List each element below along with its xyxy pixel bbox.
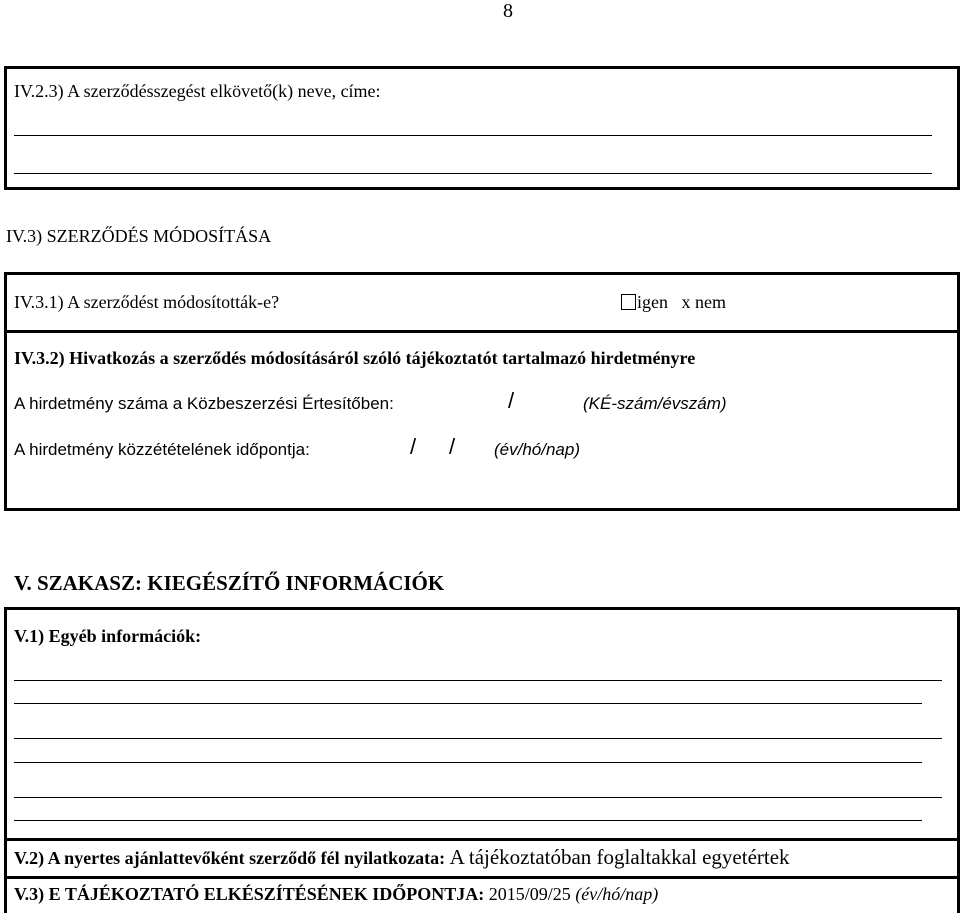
answer-line[interactable] xyxy=(14,703,922,704)
answer-line[interactable] xyxy=(14,762,922,763)
section-iv2-3-label: IV.2.3) A szerződésszegést elkövető(k) neve, címe: xyxy=(14,81,381,101)
winner-declaration xyxy=(14,845,790,870)
divider xyxy=(4,876,960,879)
notice-reference-heading: IV.3.2) Hivatkozás a szerződés módosításáról szóló tájékoztatót tartalmazó hirdetményre xyxy=(14,348,696,368)
publication-date-separator[interactable]: / xyxy=(449,434,456,459)
checkmark-no[interactable]: x xyxy=(681,292,691,312)
divider xyxy=(4,838,960,841)
publication-date-separator[interactable]: / xyxy=(410,434,417,459)
option-yes-label: igen xyxy=(637,292,668,312)
page-number: 8 xyxy=(503,0,513,22)
answer-line[interactable] xyxy=(14,797,942,798)
prepared-date-value: 2015/09/25 xyxy=(488,884,571,904)
option-no-label: nem xyxy=(695,292,726,312)
section-v-heading: V. SZAKASZ: KIEGÉSZÍTŐ INFORMÁCIÓK xyxy=(14,571,445,595)
winner-declaration-label: V.2) A nyertes ajánlattevőként szerződő fél nyilatkozata: xyxy=(14,848,446,868)
answer-line[interactable] xyxy=(14,680,942,681)
other-info-label: V.1) Egyéb információk: xyxy=(14,626,202,646)
checkbox-yes[interactable] xyxy=(621,294,636,310)
publication-date-label: A hirdetmény közzétételének időpontja: xyxy=(14,440,310,459)
modified-options xyxy=(621,292,726,313)
prepared-date xyxy=(14,884,658,905)
winner-declaration-value: A tájékoztatóban foglaltakkal egyetértek xyxy=(449,845,790,869)
notice-number-format: (KÉ-szám/évszám) xyxy=(583,394,727,413)
answer-line[interactable] xyxy=(14,135,932,136)
publication-date-format: (év/hó/nap) xyxy=(494,440,580,459)
modified-question-label: IV.3.1) A szerződést módosították-e? xyxy=(14,292,280,312)
answer-line[interactable] xyxy=(14,820,922,821)
divider xyxy=(4,330,960,333)
answer-line[interactable] xyxy=(14,738,942,739)
prepared-date-label: V.3) E TÁJÉKOZTATÓ ELKÉSZÍTÉSÉNEK IDŐPONTJA: xyxy=(14,884,485,904)
prepared-date-format: (év/hó/nap) xyxy=(575,884,659,904)
notice-number-label: A hirdetmény száma a Közbeszerzési Értesítőben: xyxy=(14,394,394,413)
section-iv3-heading: IV.3) SZERZŐDÉS MÓDOSÍTÁSA xyxy=(6,226,272,246)
notice-number-separator[interactable]: / xyxy=(508,388,515,413)
answer-line[interactable] xyxy=(14,173,932,174)
